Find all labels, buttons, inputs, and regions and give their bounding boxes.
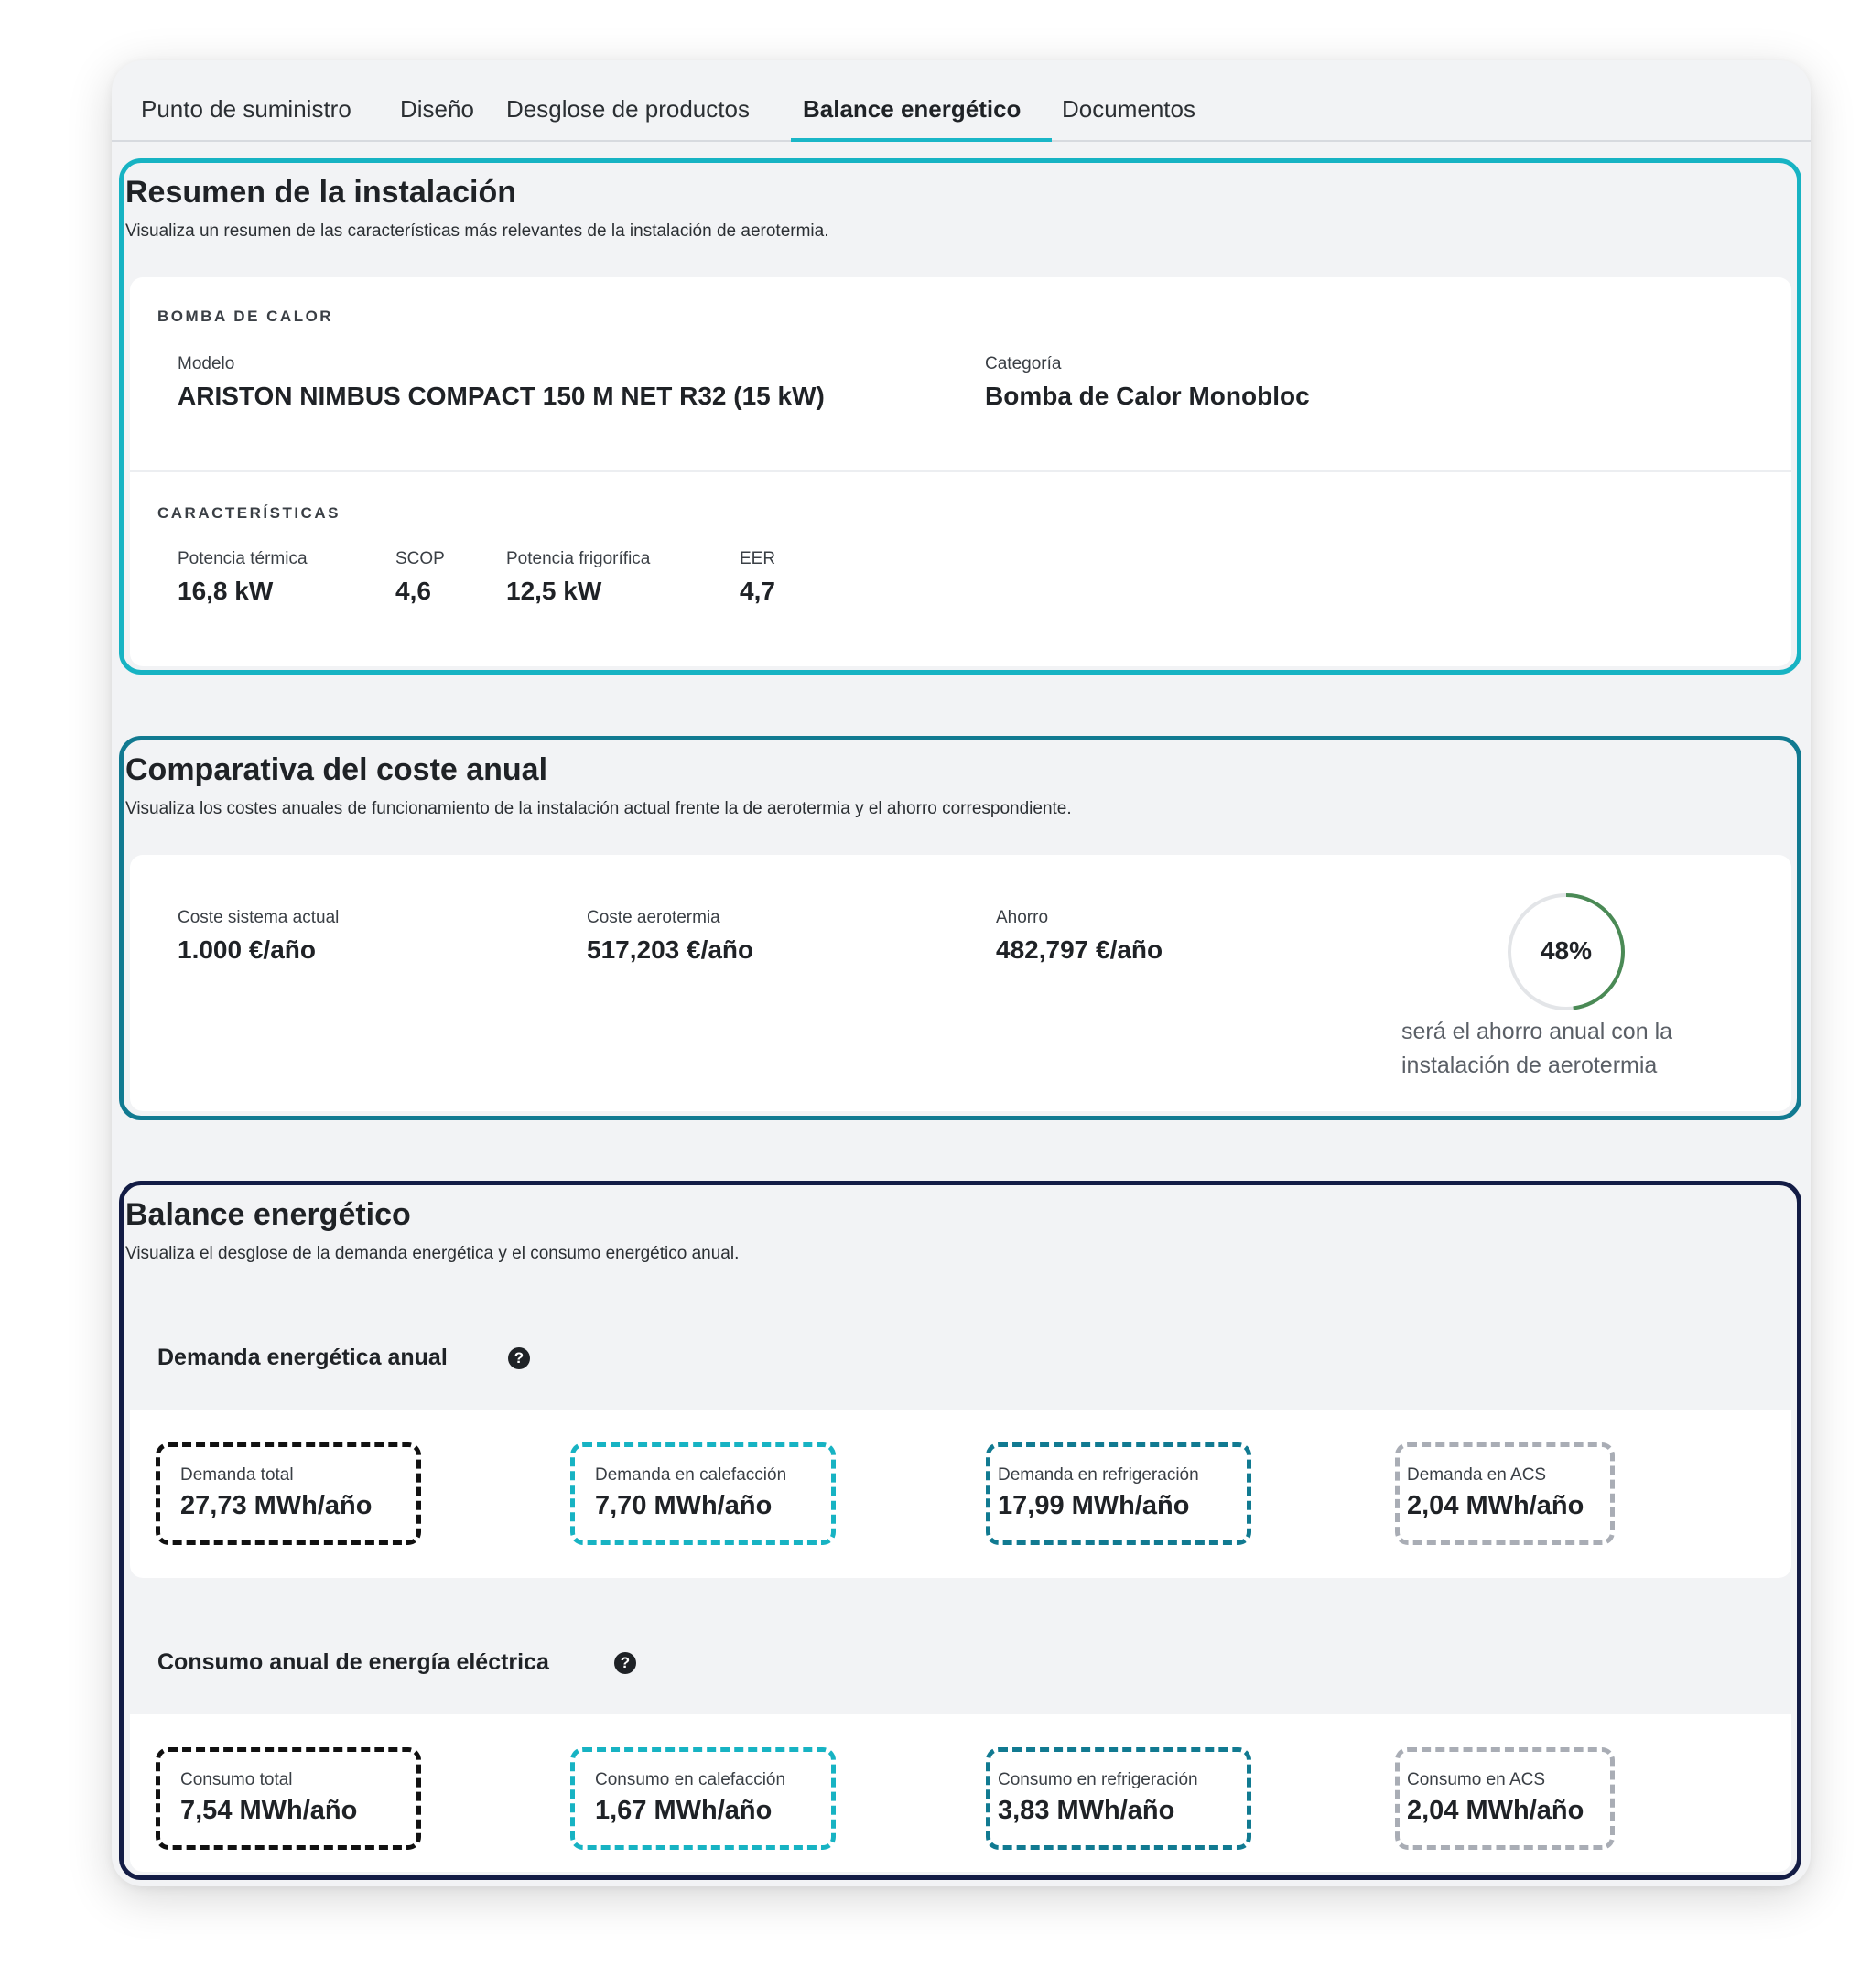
feature-label: SCOP	[395, 549, 445, 568]
consumption-label: Consumo en refrigeración	[998, 1770, 1198, 1789]
heat-pump-caption: BOMBA DE CALOR	[157, 308, 334, 325]
tab-bar	[112, 60, 1811, 142]
demand-value: 2,04 MWh/año	[1407, 1491, 1584, 1520]
consumption-acs-box	[1395, 1747, 1615, 1850]
balance-section	[119, 1181, 1801, 1880]
consumption-value: 3,83 MWh/año	[998, 1796, 1175, 1825]
savings-value: 482,797 €/año	[996, 935, 1163, 964]
panel-divider	[130, 470, 1791, 472]
consumption-value: 1,67 MWh/año	[595, 1796, 773, 1825]
tab-desglose-productos[interactable]: Desglose de productos	[506, 95, 750, 123]
savings-label: Ahorro	[996, 908, 1049, 927]
features-caption: CARACTERÍSTICAS	[157, 504, 341, 522]
cost-subtitle: Visualiza los costes anuales de funcionamiento de la instalación actual frente la de aerotermia y el ahorro correspondiente.	[125, 799, 1072, 818]
consumption-label: Consumo total	[180, 1770, 293, 1789]
tab-punto-suministro[interactable]: Punto de suministro	[141, 95, 351, 123]
summary-title: Resumen de la instalación	[125, 175, 517, 210]
demand-heading: Demanda energética anual	[157, 1345, 448, 1370]
demand-label: Demanda en ACS	[1407, 1465, 1547, 1485]
cost-label: Coste aerotermia	[587, 908, 720, 927]
question-circle-icon[interactable]: ?	[614, 1652, 636, 1674]
cost-value: 517,203 €/año	[587, 935, 754, 964]
category-value: Bomba de Calor Monobloc	[985, 382, 1310, 410]
consumption-panel	[130, 1714, 1791, 1872]
demand-acs-box	[1395, 1442, 1615, 1545]
feature-value: 4,6	[395, 577, 431, 605]
tab-balance-energetico[interactable]: Balance energético	[803, 95, 1022, 123]
category-label: Categoría	[985, 354, 1062, 373]
balance-subtitle: Visualiza el desglose de la demanda energética y el consumo energético anual.	[125, 1244, 740, 1263]
savings-percent: 48%	[1540, 936, 1593, 965]
feature-label: Potencia frigorífica	[506, 549, 651, 568]
feature-label: EER	[740, 549, 776, 568]
demand-value: 17,99 MWh/año	[998, 1491, 1190, 1520]
summary-panel	[130, 277, 1791, 666]
model-value: ARISTON NIMBUS COMPACT 150 M NET R32 (15 kW)	[178, 382, 825, 410]
demand-panel	[130, 1410, 1791, 1578]
cost-value: 1.000 €/año	[178, 935, 316, 964]
demand-label: Demanda total	[180, 1465, 294, 1485]
consumption-label: Consumo en calefacción	[595, 1770, 786, 1789]
cost-section	[119, 736, 1801, 1120]
demand-cooling-box	[986, 1442, 1251, 1545]
feature-label: Potencia térmica	[178, 549, 308, 568]
summary-section	[119, 158, 1801, 675]
model-label: Modelo	[178, 354, 235, 373]
main-card	[112, 60, 1811, 1886]
feature-value: 16,8 kW	[178, 577, 274, 605]
cost-title: Comparativa del coste anual	[125, 752, 548, 787]
feature-value: 4,7	[740, 577, 775, 605]
active-tab-indicator	[791, 138, 1052, 142]
consumption-heading: Consumo anual de energía eléctrica	[157, 1649, 549, 1675]
demand-heating-box	[570, 1442, 836, 1545]
savings-note: será el ahorro anual con la instalación de aerotermia	[1401, 1019, 1673, 1078]
consumption-cooling-box	[986, 1747, 1251, 1850]
balance-title: Balance energético	[125, 1197, 411, 1232]
summary-subtitle: Visualiza un resumen de las características más relevantes de la instalación de aerotermia.	[125, 221, 829, 241]
demand-label: Demanda en calefacción	[595, 1465, 787, 1485]
consumption-label: Consumo en ACS	[1407, 1770, 1546, 1789]
question-circle-icon[interactable]: ?	[508, 1347, 530, 1369]
consumption-total-box	[156, 1747, 421, 1850]
tab-diseno[interactable]: Diseño	[400, 95, 474, 123]
consumption-heating-box	[570, 1747, 836, 1850]
demand-label: Demanda en refrigeración	[998, 1465, 1199, 1485]
consumption-value: 7,54 MWh/año	[180, 1796, 358, 1825]
cost-panel	[130, 855, 1791, 1111]
tab-documentos[interactable]: Documentos	[1062, 95, 1195, 123]
feature-value: 12,5 kW	[506, 577, 602, 605]
demand-total-box	[156, 1442, 421, 1545]
cost-label: Coste sistema actual	[178, 908, 340, 927]
demand-value: 27,73 MWh/año	[180, 1491, 373, 1520]
demand-value: 7,70 MWh/año	[595, 1491, 773, 1520]
consumption-value: 2,04 MWh/año	[1407, 1796, 1584, 1825]
